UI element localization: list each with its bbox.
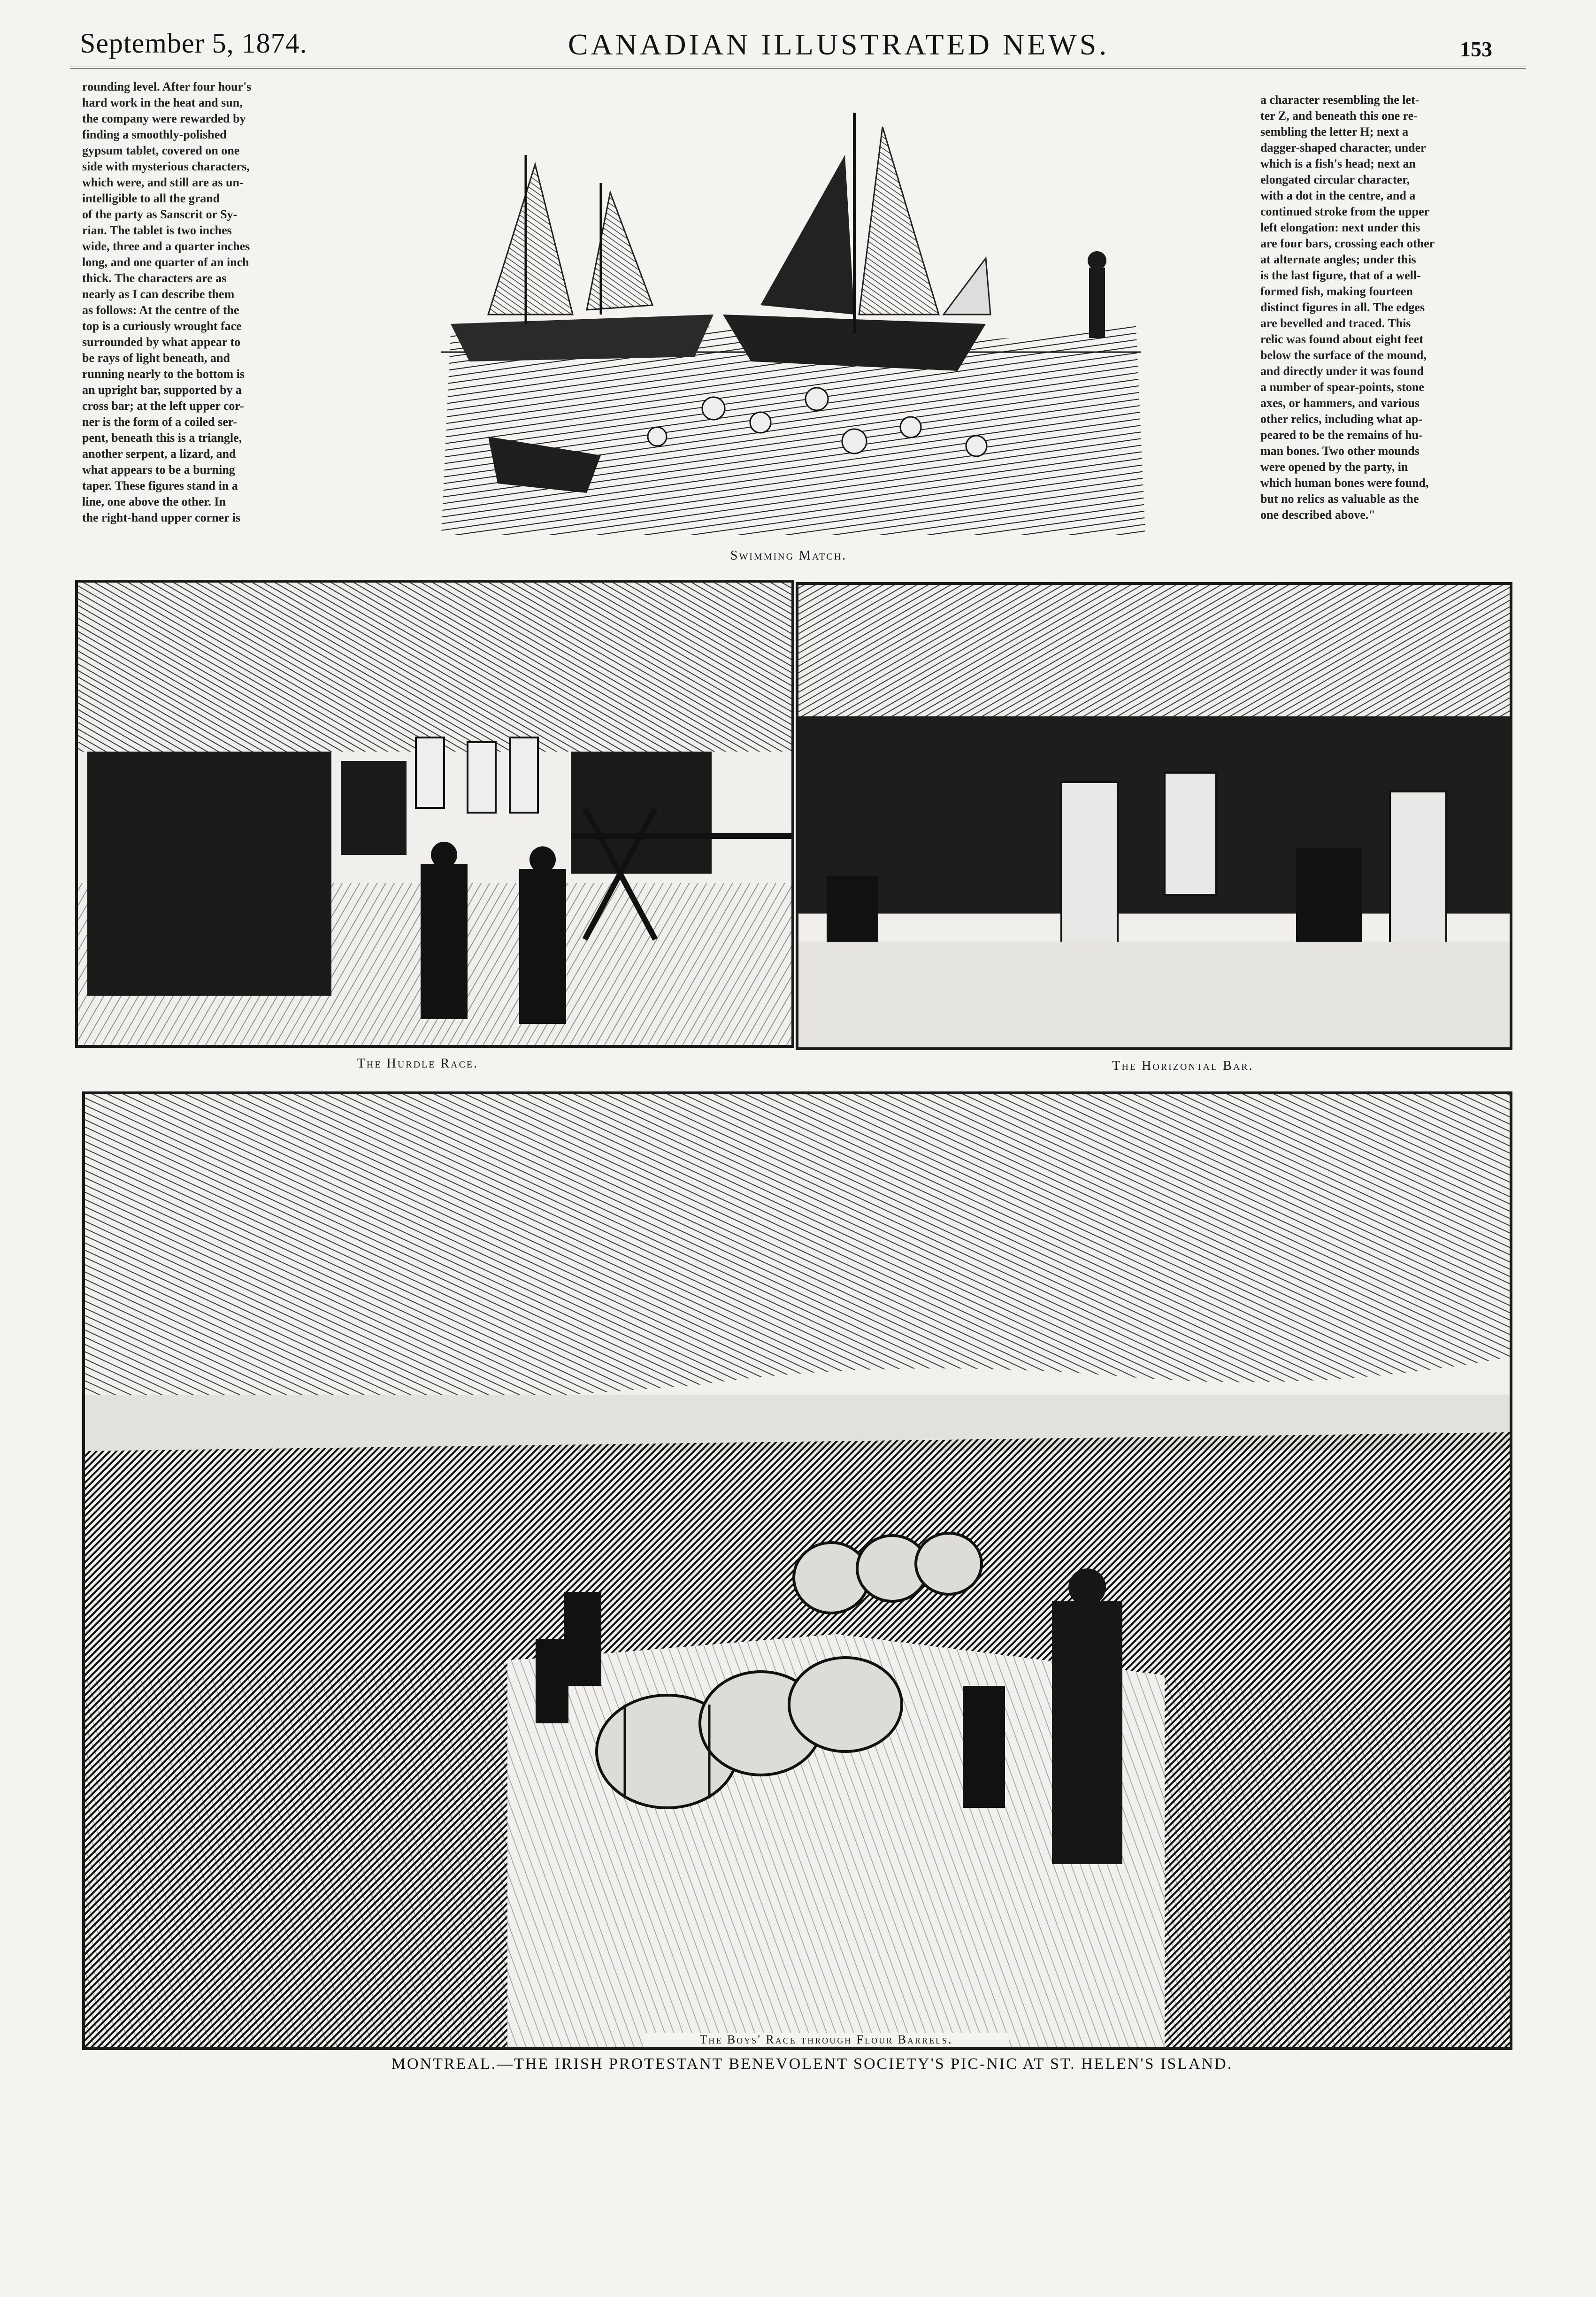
hurdle-race-caption: The Hurdle Race. — [357, 1056, 479, 1071]
issue-date: September 5, 1874. — [80, 28, 307, 59]
header-rule — [70, 67, 1526, 69]
hurdle-race-engraving — [75, 580, 794, 1048]
masthead-title: CANADIAN ILLUSTRATED NEWS. — [568, 28, 1110, 61]
horizontal-bar-engraving — [796, 582, 1512, 1050]
swimming-match-caption: Swimming Match. — [730, 548, 847, 563]
article-left-column: rounding level. After four hour's hard work in the heat and sun, the company were rewarded by finding a smoothly-polished gypsum tablet, covered on one side with mysterious characters, which were, and still are as un- intelligible to all the grand of the party as Sanscrit or Sy- rian. The tablet is two inches wide, three and a quarter inches long, and one quarter of an inch thick. The characters are as nearly as I can describe them as follows: At the centre of the top is a curiously wrought face surrounded by what appear to be rays of light beneath, and running nearly to the bottom is an upright bar, supported by a cross bar; at the left upper cor- ner is the form of a coiled ser- pent, beneath this is a triangle, another serpent, a lizard, and what appears to be a burning taper. These figures stand in a line, one above the other. In the right-hand upper corner is — [82, 80, 252, 524]
horizontal-bar-caption: The Horizontal Bar. — [1112, 1059, 1254, 1073]
plate-main-caption: MONTREAL.—THE IRISH PROTESTANT BENEVOLENT SOCIETY'S PIC-NIC AT ST. HELEN'S ISLAND. — [391, 2055, 1233, 2073]
article-right-column: a character resembling the let- ter Z, and beneath this one re- sembling the letter H; next a dagger-shaped character, under which is a fish's head; next an elongated circular character, with a dot in the centre, and a continued stroke from the upper left elongation: next under this are four bars, crossing each other at alternate angles; under this is the last figure, that of a well- formed fish, making fourteen distinct figures in all. The edges are bevelled and traced. This relic was found about eight feet below the surface of the mound, and directly under it was found a number of spear-points, stone axes, or hammers, and various other relics, including what ap- peared to be the remains of hu- man bones. Two other mounds were opened by the party, in which human bones were found, but no relics as valuable as the one described above." — [1260, 93, 1435, 522]
barrel-race-engraving — [82, 1091, 1512, 2050]
barrel-race-caption: The Boys' Race through Flour Barrels. — [643, 2033, 1009, 2047]
swimming-match-engraving — [432, 70, 1150, 535]
page-number: 153 — [1460, 37, 1492, 61]
